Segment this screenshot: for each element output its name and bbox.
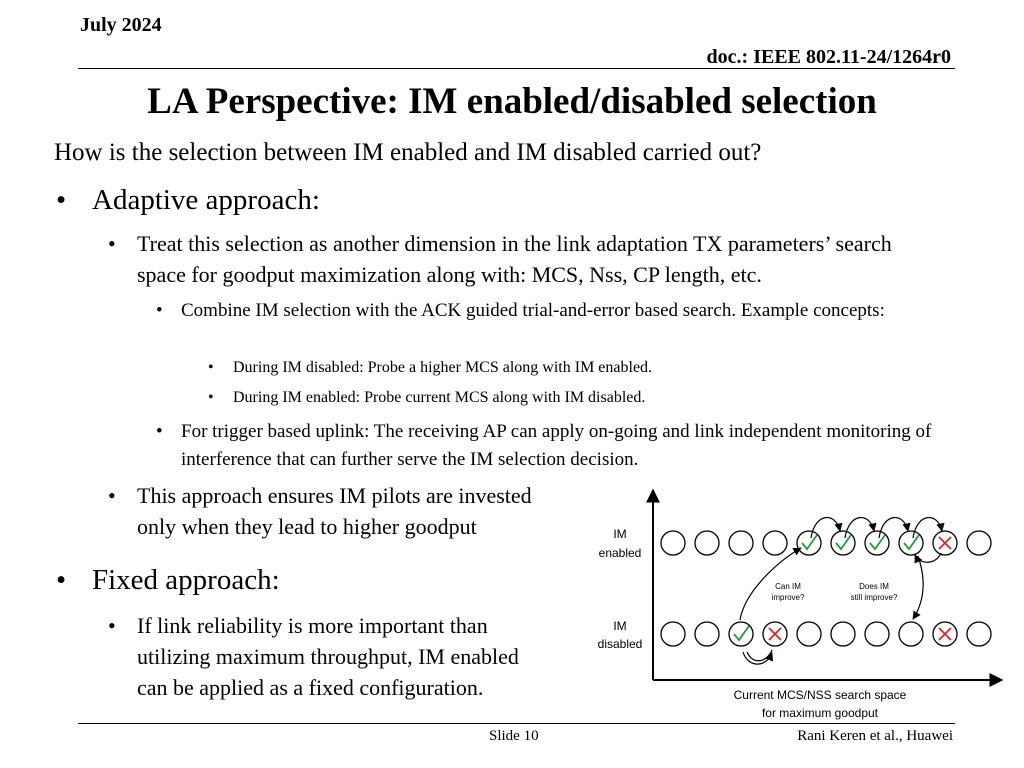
- enabled-state-circle: [763, 531, 787, 555]
- x-axis-label-line1: Current MCS/NSS search space: [733, 688, 907, 702]
- question-does-im-still-improve-line2: still improve?: [850, 593, 898, 602]
- header-date: July 2024: [80, 14, 162, 36]
- bullet-fixed-label: Fixed approach:: [92, 564, 280, 596]
- intro-question: How is the selection between IM enabled and IM disabled carried out?: [54, 139, 762, 166]
- footer-slide-number: Slide 10: [489, 728, 539, 744]
- enabled-state-circle: [967, 531, 991, 555]
- bullet-dot: •: [108, 483, 116, 508]
- bullet-reliability-line3: can be applied as a fixed configuration.: [137, 675, 484, 700]
- disabled-state-row: [661, 622, 991, 646]
- bullet-ensures-line2: only when they lead to higher goodput: [137, 514, 477, 539]
- bullet-dot: •: [156, 421, 163, 442]
- enabled-state-circle: [899, 531, 923, 555]
- enabled-state-circle: [797, 531, 821, 555]
- disabled-state-circle: [865, 622, 889, 646]
- enabled-state-circle: [661, 531, 685, 555]
- row-enabled-label-line2: enabled: [598, 546, 642, 560]
- bullet-combine-text: Combine IM selection with the ACK guided trial-and-error based search. Example concepts:: [181, 300, 885, 321]
- disabled-state-circle: [729, 622, 753, 646]
- header-doc-id: doc.: IEEE 802.11-24/1264r0: [706, 46, 951, 68]
- disabled-state-circle: [695, 622, 719, 646]
- enabled-state-row: [661, 531, 991, 555]
- bullet-trigger-text: For trigger based uplink: The receiving AP can apply on-going and link independent monitoring of interference that can further serve the IM selection decision.: [181, 421, 932, 470]
- bullet-dot: •: [108, 231, 116, 256]
- bullet-during-enabled-text: During IM enabled: Probe current MCS along with IM disabled.: [233, 389, 646, 406]
- enabled-state-circle: [695, 531, 719, 555]
- row-disabled-label-line2: disabled: [597, 637, 643, 651]
- enabled-state-circle: [729, 531, 753, 555]
- row-enabled-label-line1: IM: [613, 527, 627, 541]
- enabled-state-circle: [831, 531, 855, 555]
- bullet-dot: •: [56, 564, 67, 596]
- disabled-state-circle: [899, 622, 923, 646]
- bullet-dot: •: [108, 613, 116, 638]
- x-axis-label-line2: for maximum goodput: [761, 706, 879, 720]
- question-can-im-improve-line1: Can IM: [775, 582, 801, 591]
- enabled-state-circle: [865, 531, 889, 555]
- footer-divider: [78, 723, 955, 724]
- question-can-im-improve-line2: improve?: [771, 593, 805, 602]
- disabled-state-circle: [967, 622, 991, 646]
- slide-title: LA Perspective: IM enabled/disabled selection: [147, 81, 877, 122]
- bullet-dot: •: [56, 184, 67, 216]
- bullet-adaptive-label: Adaptive approach:: [92, 184, 320, 216]
- bullet-dot: •: [208, 359, 214, 376]
- bullet-dot: •: [208, 389, 214, 406]
- bullet-ensures-line1: This approach ensures IM pilots are invested: [137, 483, 532, 508]
- bullet-reliability-line2: utilizing maximum throughput, IM enabled: [137, 644, 519, 669]
- row-disabled-label-line1: IM: [613, 619, 627, 633]
- bullet-dot: •: [156, 300, 163, 321]
- disabled-state-circle: [831, 622, 855, 646]
- probe-down-arrow: [913, 556, 923, 619]
- bullet-treat-text: Treat this selection as another dimension in the link adaptation TX parameters’ search space for goodput maximization along with: MCS, Nss, CP length, etc.: [137, 231, 892, 287]
- disabled-state-circle: [661, 622, 685, 646]
- bullet-during-disabled-text: During IM disabled: Probe a higher MCS along with IM enabled.: [233, 359, 653, 376]
- bullet-reliability-line1: If link reliability is more important than: [137, 613, 488, 638]
- question-does-im-still-improve-line1: Does IM: [859, 582, 889, 591]
- footer-authors: Rani Keren et al., Huawei: [797, 728, 953, 744]
- disabled-state-circle: [797, 622, 821, 646]
